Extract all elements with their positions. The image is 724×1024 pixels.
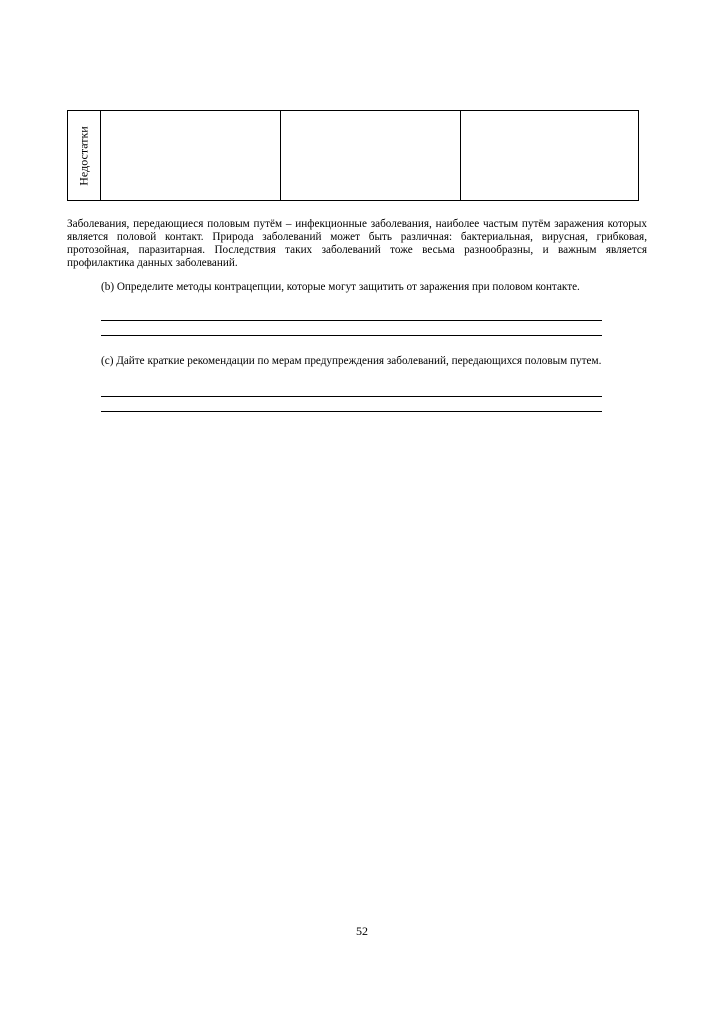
table-cell [461,111,638,200]
answer-line-c1[interactable] [101,396,602,397]
row-label: Недостатки [76,125,91,186]
question-c: (с) Дайте краткие рекомендации по мерам предупреждения заболеваний, передающихся половым путем. [101,355,602,367]
answer-line-c2[interactable] [101,411,602,412]
row-label-cell [68,111,101,200]
page-number: 52 [356,924,368,938]
table-fragment [67,110,639,201]
table-cell [281,111,461,200]
answer-line-b1[interactable] [101,320,602,321]
table-cell [101,111,281,200]
question-b: (b) Определите методы контрацепции, которые могут защитить от заражения при половом контакте. [101,281,580,293]
answer-line-b2[interactable] [101,335,602,336]
intro-paragraph: Заболевания, передающиеся половым путём – инфекционные заболевания, наиболее частым путём заражения которых является половой контакт. Природа заболеваний может быть различная: бактериальная, вирусная, грибковая, протозойная, паразитарная. Последствия таких заболеваний тоже весьма разнообразны, и важным является профилактика данных заболеваний. [67,218,647,269]
